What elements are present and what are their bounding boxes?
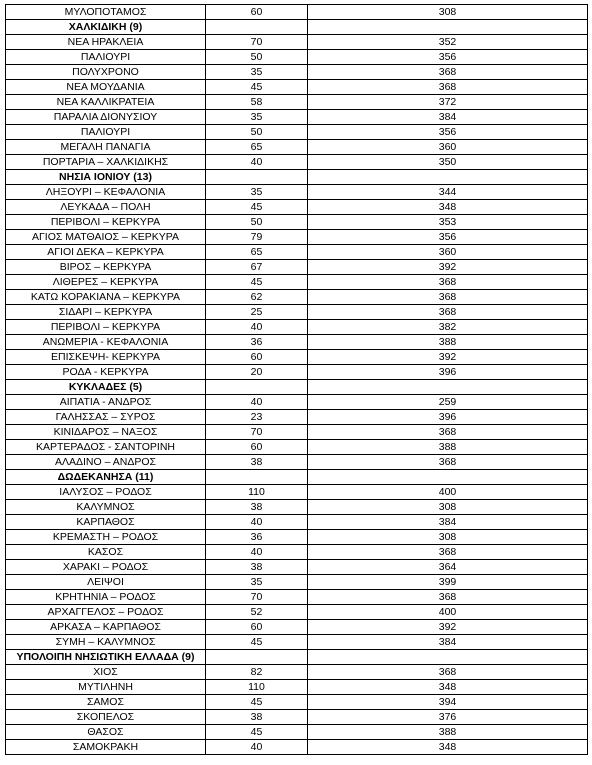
value-a-cell: 36 xyxy=(206,335,308,350)
value-a-cell: 62 xyxy=(206,290,308,305)
table-row xyxy=(6,575,588,590)
table-row xyxy=(6,530,588,545)
location-name: ΠΟΛΥΧΡΟΝΟ xyxy=(6,65,206,80)
value-a-cell: 110 xyxy=(206,680,308,695)
table-row xyxy=(6,500,588,515)
empty-cell xyxy=(308,170,588,185)
table-row xyxy=(6,635,588,650)
table-body xyxy=(6,5,588,755)
table-row xyxy=(6,215,588,230)
value-b-cell: 392 xyxy=(308,620,588,635)
empty-cell xyxy=(308,20,588,35)
location-name: ΒΙΡΟΣ – ΚΕΡΚΥΡΑ xyxy=(6,260,206,275)
value-b-cell: 368 xyxy=(308,425,588,440)
value-b-cell: 368 xyxy=(308,455,588,470)
table-row xyxy=(6,740,588,755)
location-name: ΑΓΙΟΣ ΜΑΤΘΑΙΟΣ – ΚΕΡΚΥΡΑ xyxy=(6,230,206,245)
value-b-cell: 392 xyxy=(308,260,588,275)
location-name: ΣΙΔΑΡΙ – ΚΕΡΚΥΡΑ xyxy=(6,305,206,320)
table-row xyxy=(6,305,588,320)
table-row xyxy=(6,560,588,575)
value-b-cell: 308 xyxy=(308,500,588,515)
value-a-cell: 38 xyxy=(206,710,308,725)
location-name: ΑΡΧΑΓΓΕΛΟΣ – ΡΟΔΟΣ xyxy=(6,605,206,620)
location-name: ΚΑΡΠΑΘΟΣ xyxy=(6,515,206,530)
table-row xyxy=(6,65,588,80)
table-row xyxy=(6,455,588,470)
location-name: ΑΛΑΔΙΝΟ – ΑΝΔΡΟΣ xyxy=(6,455,206,470)
value-a-cell: 40 xyxy=(206,155,308,170)
location-name: ΓΑΛΗΣΣΑΣ – ΣΥΡΟΣ xyxy=(6,410,206,425)
value-a-cell: 110 xyxy=(206,485,308,500)
value-a-cell: 45 xyxy=(206,80,308,95)
location-name: ΚΑΡΤΕΡΑΔΟΣ - ΣΑΝΤΟΡΙΝΗ xyxy=(6,440,206,455)
value-b-cell: 368 xyxy=(308,80,588,95)
table-row xyxy=(6,50,588,65)
empty-cell xyxy=(308,380,588,395)
location-name: ΙΑΛΥΣΟΣ – ΡΟΔΟΣ xyxy=(6,485,206,500)
value-b-cell: 352 xyxy=(308,35,588,50)
table-row xyxy=(6,365,588,380)
value-b-cell: 384 xyxy=(308,110,588,125)
value-b-cell: 350 xyxy=(308,155,588,170)
location-name: ΠΑΛΙΟΥΡΙ xyxy=(6,125,206,140)
location-name: ΑΝΩΜΕΡΙΑ - ΚΕΦΑΛΟΝΙΑ xyxy=(6,335,206,350)
value-a-cell: 52 xyxy=(206,605,308,620)
location-name: ΚΡΗΤΗΝΙΑ – ΡΟΔΟΣ xyxy=(6,590,206,605)
group-header-row xyxy=(6,170,588,185)
value-a-cell: 60 xyxy=(206,440,308,455)
value-b-cell: 400 xyxy=(308,485,588,500)
group-name: ΝΗΣΙΑ ΙΟΝΙΟΥ (13) xyxy=(6,170,206,185)
value-b-cell: 388 xyxy=(308,440,588,455)
group-header-row xyxy=(6,380,588,395)
value-b-cell: 348 xyxy=(308,740,588,755)
value-b-cell: 399 xyxy=(308,575,588,590)
location-name: ΣΥΜΗ – ΚΑΛΥΜΝΟΣ xyxy=(6,635,206,650)
value-b-cell: 368 xyxy=(308,275,588,290)
value-b-cell: 356 xyxy=(308,125,588,140)
value-a-cell: 35 xyxy=(206,65,308,80)
location-name: ΑΙΠΑΤΙΑ - ΑΝΔΡΟΣ xyxy=(6,395,206,410)
table-row xyxy=(6,110,588,125)
value-b-cell: 384 xyxy=(308,635,588,650)
table-row xyxy=(6,290,588,305)
table-row xyxy=(6,710,588,725)
table-row xyxy=(6,95,588,110)
value-b-cell: 356 xyxy=(308,50,588,65)
group-header-row xyxy=(6,650,588,665)
value-b-cell: 360 xyxy=(308,140,588,155)
value-a-cell: 20 xyxy=(206,365,308,380)
value-a-cell: 38 xyxy=(206,560,308,575)
value-a-cell: 79 xyxy=(206,230,308,245)
value-a-cell: 36 xyxy=(206,530,308,545)
value-b-cell: 368 xyxy=(308,665,588,680)
value-b-cell: 356 xyxy=(308,230,588,245)
table-row xyxy=(6,275,588,290)
value-a-cell: 50 xyxy=(206,215,308,230)
location-name: ΚΡΕΜΑΣΤΗ – ΡΟΔΟΣ xyxy=(6,530,206,545)
location-name: ΛΙΘΕΡΕΣ – ΚΕΡΚΥΡΑ xyxy=(6,275,206,290)
location-name: ΚΑΣΟΣ xyxy=(6,545,206,560)
group-header-row xyxy=(6,470,588,485)
table-row xyxy=(6,410,588,425)
value-a-cell: 58 xyxy=(206,95,308,110)
empty-cell xyxy=(206,170,308,185)
table-row xyxy=(6,320,588,335)
group-name: ΧΑΛΚΙΔΙΚΗ (9) xyxy=(6,20,206,35)
table-row xyxy=(6,440,588,455)
value-b-cell: 368 xyxy=(308,305,588,320)
group-header-row xyxy=(6,20,588,35)
value-a-cell: 40 xyxy=(206,515,308,530)
value-b-cell: 392 xyxy=(308,350,588,365)
location-name: ΧΑΡΑΚΙ – ΡΟΔΟΣ xyxy=(6,560,206,575)
table-row xyxy=(6,230,588,245)
empty-cell xyxy=(206,380,308,395)
value-a-cell: 25 xyxy=(206,305,308,320)
value-a-cell: 65 xyxy=(206,140,308,155)
location-name: ΑΓΙΟΙ ΔΕΚΑ – ΚΕΡΚΥΡΑ xyxy=(6,245,206,260)
group-name: ΥΠΟΛΟΙΠΗ ΝΗΣΙΩΤΙΚΗ ΕΛΛΑΔΑ (9) xyxy=(6,650,206,665)
location-name: ΧΙΟΣ xyxy=(6,665,206,680)
value-a-cell: 70 xyxy=(206,590,308,605)
value-a-cell: 40 xyxy=(206,740,308,755)
location-name: ΠΕΡΙΒΟΛΙ – ΚΕΡΚΥΡΑ xyxy=(6,320,206,335)
table-row xyxy=(6,605,588,620)
table-row xyxy=(6,680,588,695)
location-name: ΛΕΥΚΑΔΑ – ΠΟΛΗ xyxy=(6,200,206,215)
table-row xyxy=(6,80,588,95)
value-a-cell: 40 xyxy=(206,320,308,335)
value-b-cell: 376 xyxy=(308,710,588,725)
value-a-cell: 60 xyxy=(206,350,308,365)
locations-table xyxy=(5,4,588,755)
location-name: ΠΑΡΑΛΙΑ ΔΙΟΝΥΣΙΟΥ xyxy=(6,110,206,125)
location-name: ΝΕΑ ΚΑΛΛΙΚΡΑΤΕΙΑ xyxy=(6,95,206,110)
table-row xyxy=(6,125,588,140)
value-a-cell: 70 xyxy=(206,35,308,50)
location-name: ΠΟΡΤΑΡΙΑ – ΧΑΛΚΙΔΙΚΗΣ xyxy=(6,155,206,170)
location-name: ΛΕΙΨΟΙ xyxy=(6,575,206,590)
empty-cell xyxy=(308,650,588,665)
value-a-cell: 60 xyxy=(206,5,308,20)
location-name: ΘΑΣΟΣ xyxy=(6,725,206,740)
value-a-cell: 35 xyxy=(206,575,308,590)
location-name: ΑΡΚΑΣΑ – ΚΑΡΠΑΘΟΣ xyxy=(6,620,206,635)
table-row xyxy=(6,140,588,155)
value-b-cell: 360 xyxy=(308,245,588,260)
value-a-cell: 40 xyxy=(206,395,308,410)
value-b-cell: 368 xyxy=(308,545,588,560)
value-b-cell: 368 xyxy=(308,290,588,305)
value-b-cell: 368 xyxy=(308,65,588,80)
location-name: ΚΙΝΙΔΑΡΟΣ – ΝΑΞΟΣ xyxy=(6,425,206,440)
table-row xyxy=(6,185,588,200)
location-name: ΜΥΤΙΛΗΝΗ xyxy=(6,680,206,695)
table-row xyxy=(6,5,588,20)
location-name: ΝΕΑ ΜΟΥΔΑΝΙΑ xyxy=(6,80,206,95)
value-a-cell: 60 xyxy=(206,620,308,635)
value-b-cell: 259 xyxy=(308,395,588,410)
table-row xyxy=(6,620,588,635)
table-row xyxy=(6,665,588,680)
value-b-cell: 344 xyxy=(308,185,588,200)
value-b-cell: 394 xyxy=(308,695,588,710)
location-name: ΚΑΤΩ ΚΟΡΑΚΙΑΝΑ – ΚΕΡΚΥΡΑ xyxy=(6,290,206,305)
location-name: ΕΠΙΣΚΕΨΗ- ΚΕΡΚΥΡΑ xyxy=(6,350,206,365)
location-name: ΠΕΡΙΒΟΛΙ – ΚΕΡΚΥΡΑ xyxy=(6,215,206,230)
value-b-cell: 372 xyxy=(308,95,588,110)
location-name: ΝΕΑ ΗΡΑΚΛΕΙΑ xyxy=(6,35,206,50)
table-row xyxy=(6,485,588,500)
value-a-cell: 35 xyxy=(206,110,308,125)
value-a-cell: 70 xyxy=(206,425,308,440)
table-row xyxy=(6,590,588,605)
location-name: ΣΚΟΠΕΛΟΣ xyxy=(6,710,206,725)
value-b-cell: 396 xyxy=(308,365,588,380)
group-name: ΚΥΚΛΑΔΕΣ (5) xyxy=(6,380,206,395)
value-a-cell: 45 xyxy=(206,725,308,740)
table-row xyxy=(6,695,588,710)
value-b-cell: 384 xyxy=(308,515,588,530)
value-a-cell: 45 xyxy=(206,275,308,290)
location-name: ΜΥΛΟΠΟΤΑΜΟΣ xyxy=(6,5,206,20)
table-row xyxy=(6,260,588,275)
group-name: ΔΩΔΕΚΑΝΗΣΑ (11) xyxy=(6,470,206,485)
table-row xyxy=(6,515,588,530)
location-name: ΡΟΔΑ - ΚΕΡΚΥΡΑ xyxy=(6,365,206,380)
value-b-cell: 308 xyxy=(308,5,588,20)
value-a-cell: 35 xyxy=(206,185,308,200)
value-a-cell: 45 xyxy=(206,200,308,215)
value-b-cell: 396 xyxy=(308,410,588,425)
location-name: ΠΑΛΙΟΥΡΙ xyxy=(6,50,206,65)
location-name: ΣΑΜΟΚΡΑΚΗ xyxy=(6,740,206,755)
value-b-cell: 348 xyxy=(308,680,588,695)
table-row xyxy=(6,395,588,410)
location-name: ΣΑΜΟΣ xyxy=(6,695,206,710)
empty-cell xyxy=(308,470,588,485)
empty-cell xyxy=(206,470,308,485)
value-a-cell: 65 xyxy=(206,245,308,260)
value-a-cell: 23 xyxy=(206,410,308,425)
value-b-cell: 348 xyxy=(308,200,588,215)
table-row xyxy=(6,35,588,50)
value-b-cell: 400 xyxy=(308,605,588,620)
location-name: ΜΕΓΑΛΗ ΠΑΝΑΓΙΑ xyxy=(6,140,206,155)
value-b-cell: 388 xyxy=(308,335,588,350)
location-name: ΛΗΞΟΥΡΙ – ΚΕΦΑΛΟΝΙΑ xyxy=(6,185,206,200)
table-row xyxy=(6,725,588,740)
value-b-cell: 364 xyxy=(308,560,588,575)
value-a-cell: 50 xyxy=(206,50,308,65)
value-b-cell: 382 xyxy=(308,320,588,335)
table-row xyxy=(6,545,588,560)
table-row xyxy=(6,155,588,170)
empty-cell xyxy=(206,650,308,665)
value-b-cell: 353 xyxy=(308,215,588,230)
value-a-cell: 82 xyxy=(206,665,308,680)
table-row xyxy=(6,245,588,260)
value-a-cell: 45 xyxy=(206,635,308,650)
value-a-cell: 45 xyxy=(206,695,308,710)
value-a-cell: 50 xyxy=(206,125,308,140)
value-a-cell: 67 xyxy=(206,260,308,275)
empty-cell xyxy=(206,20,308,35)
value-a-cell: 38 xyxy=(206,455,308,470)
value-b-cell: 368 xyxy=(308,590,588,605)
table-row xyxy=(6,425,588,440)
location-name: ΚΑΛΥΜΝΟΣ xyxy=(6,500,206,515)
value-a-cell: 38 xyxy=(206,500,308,515)
value-b-cell: 388 xyxy=(308,725,588,740)
table-row xyxy=(6,335,588,350)
table-row xyxy=(6,350,588,365)
table-row xyxy=(6,200,588,215)
value-b-cell: 308 xyxy=(308,530,588,545)
value-a-cell: 40 xyxy=(206,545,308,560)
